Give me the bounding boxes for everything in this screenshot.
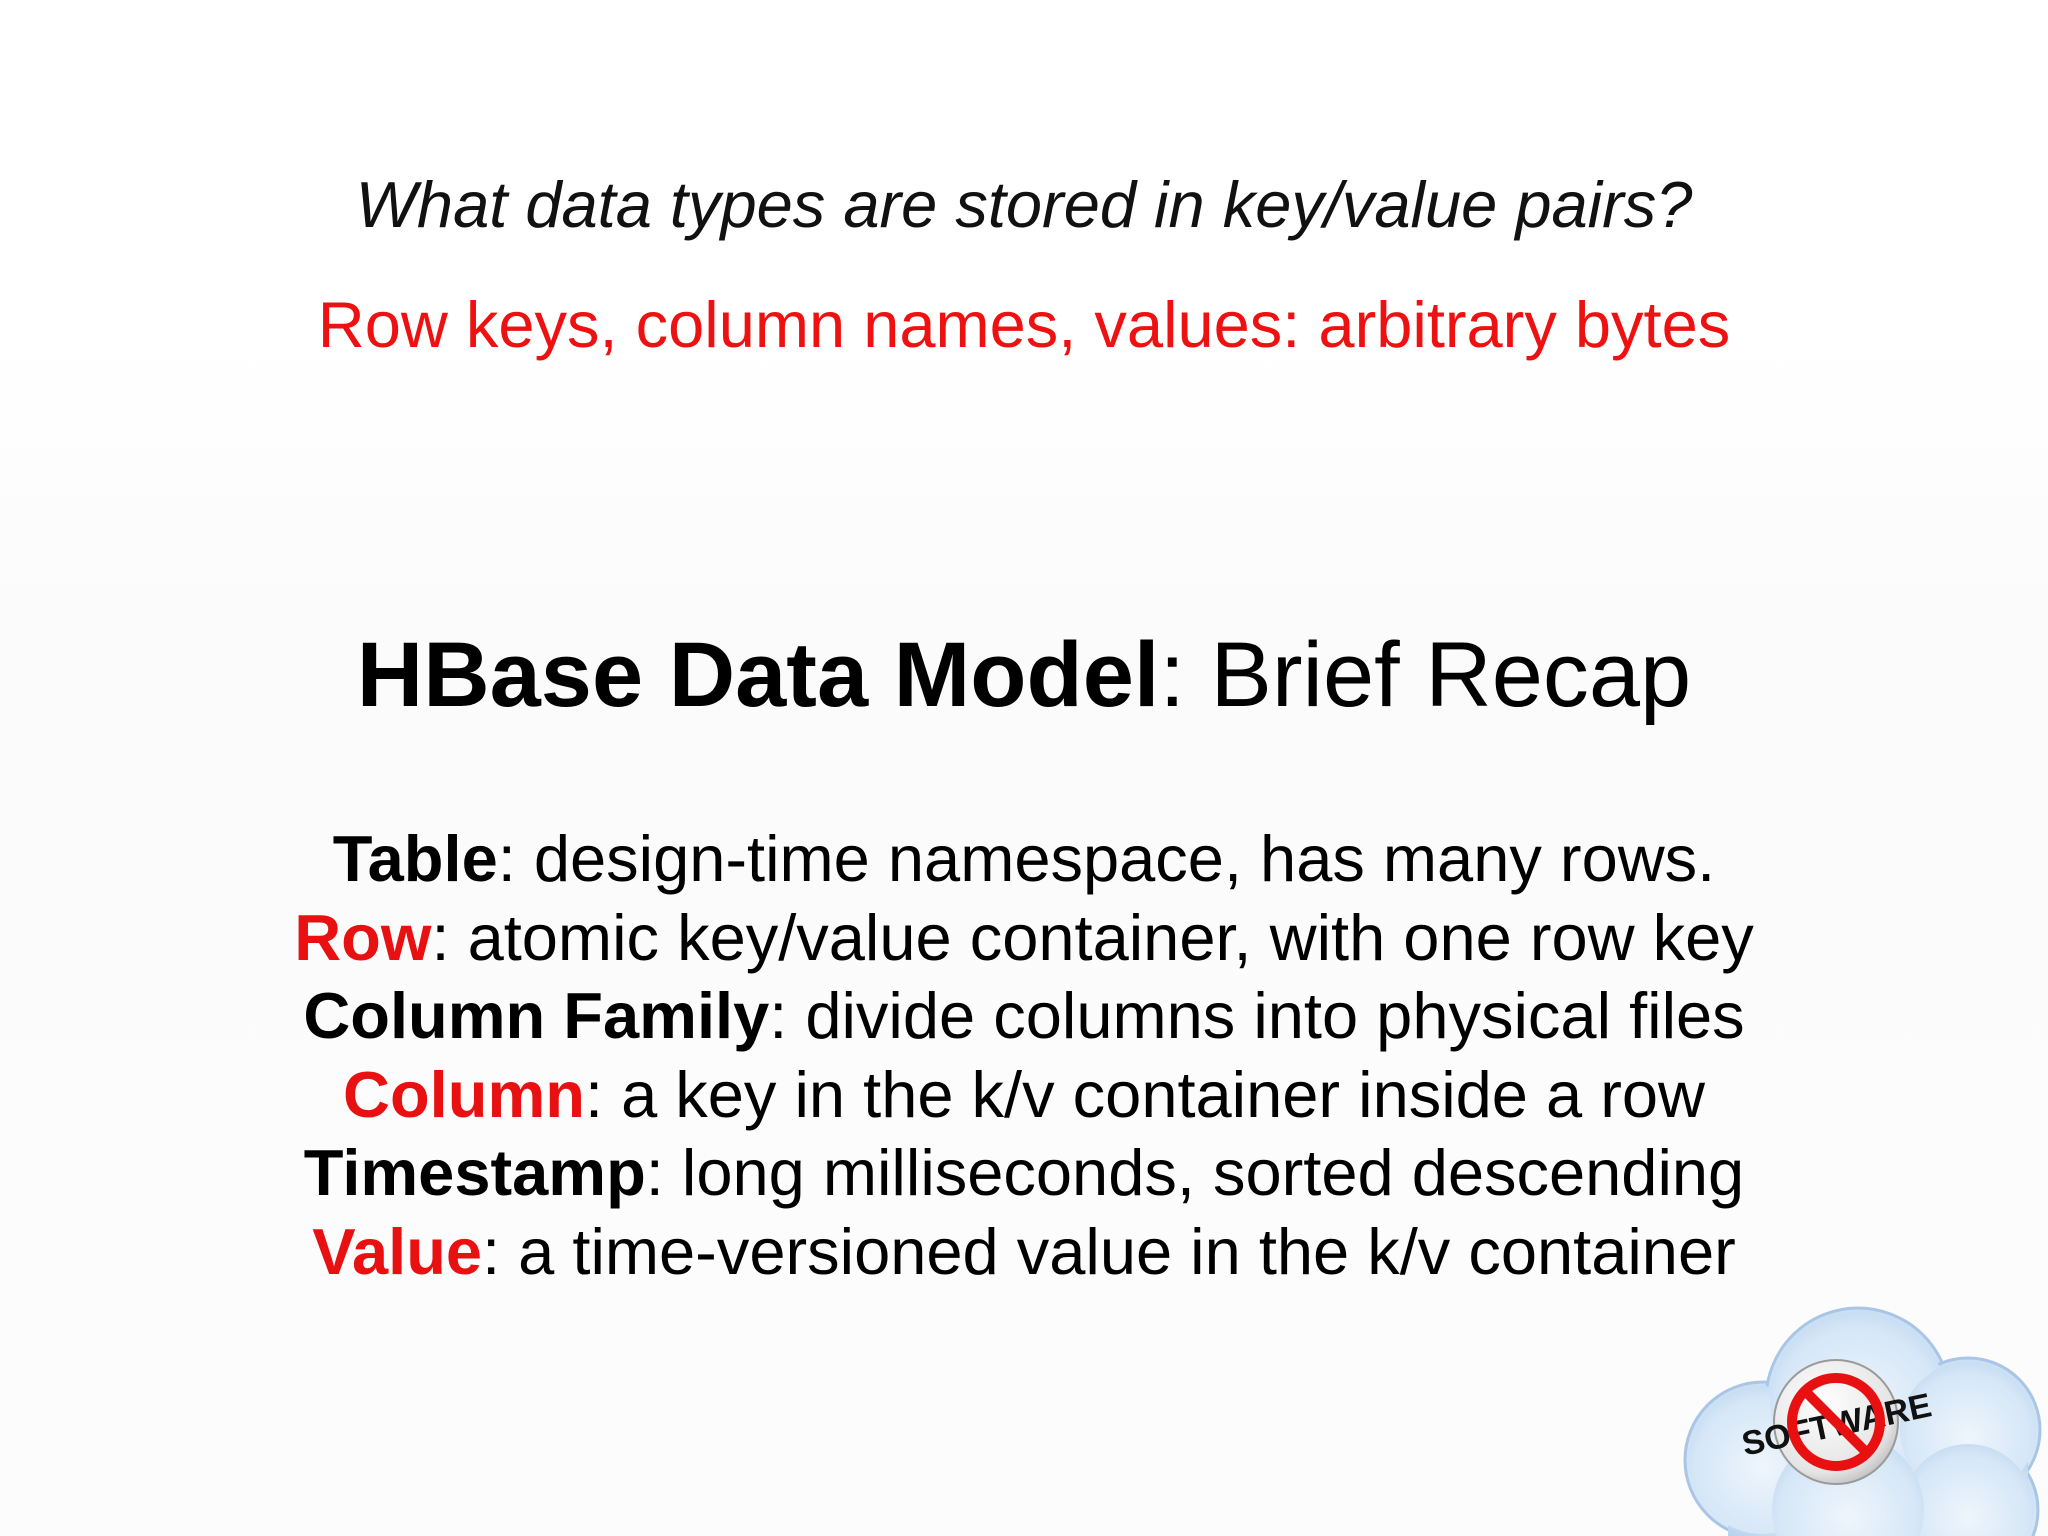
definitions-list [0,820,2048,1291]
term-row: Row [294,900,432,974]
title-rest: : Brief Recap [1159,624,1692,726]
slide-title [0,620,2048,730]
definition-table [0,820,2048,899]
definition-row [0,899,2048,978]
definition-timestamp [0,1134,2048,1213]
answer-text: Row keys, column names, values: arbitrary bytes [317,288,1731,361]
term-table: Table [332,822,498,895]
desc-timestamp: : long milliseconds, sorted descending [645,1136,1745,1209]
term-column: Column [343,1057,585,1131]
desc-table: : design-time namespace, has many rows. [497,822,1716,895]
term-column-family: Column Family [303,979,770,1052]
term-value: Value [312,1214,483,1288]
definition-column [0,1056,2048,1135]
desc-column-family: : divide columns into physical files [769,979,1745,1052]
desc-row: : atomic key/value container, with one row key [431,900,1754,974]
definition-value [0,1213,2048,1292]
definition-column-family [0,977,2048,1056]
question-text: What data types are stored in key/value pairs? [355,168,1693,241]
term-timestamp: Timestamp [303,1136,646,1209]
desc-value: : a time-versioned value in the k/v container [482,1214,1736,1288]
no-software-cloud-icon [1668,1300,2048,1536]
title-bold: HBase Data Model [356,624,1160,726]
desc-column: : a key in the k/v container inside a row [584,1057,1705,1131]
